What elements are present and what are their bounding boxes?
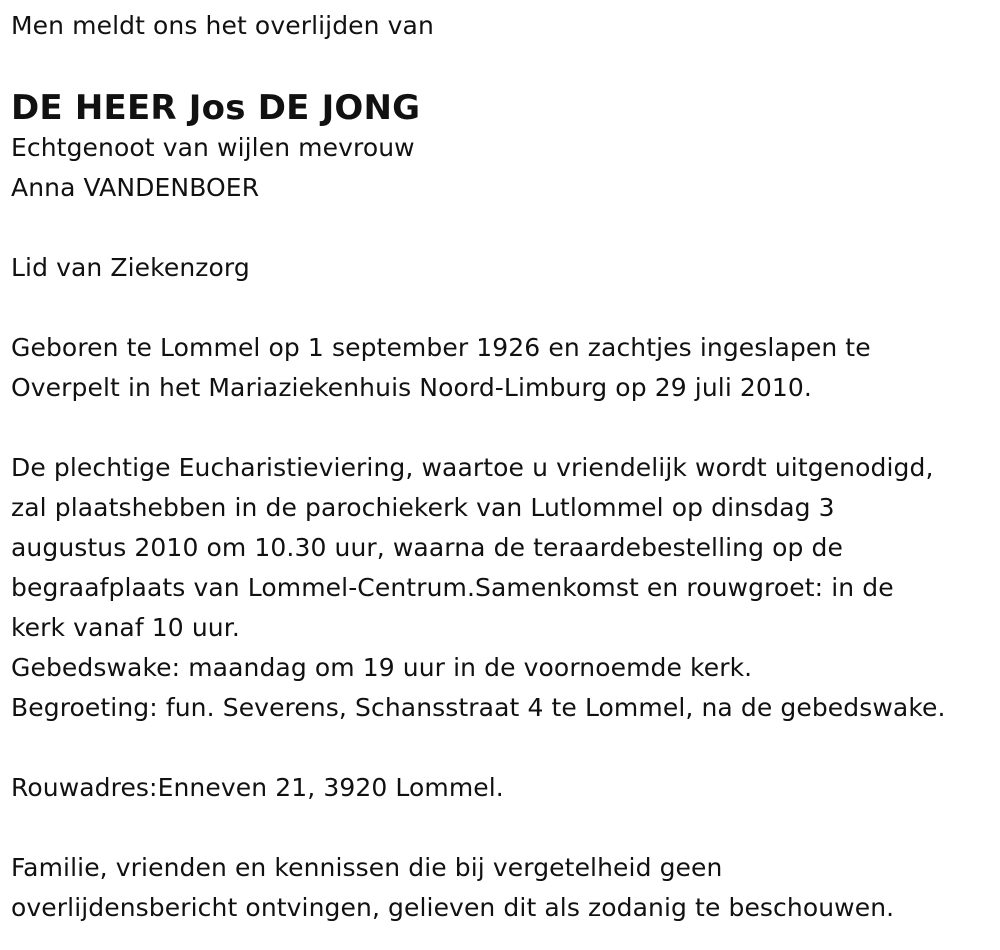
ceremony-line-3: augustus 2010 om 10.30 uur, waarna de teraardebestelling op de xyxy=(11,533,844,562)
closing-line-1: Familie, vrienden en kennissen die bij vergetelheid geen xyxy=(11,853,723,882)
ceremony-line-1: De plechtige Eucharistieviering, waartoe u vriendelijk wordt uitgenodigd, xyxy=(11,453,934,482)
obituary-notice xyxy=(11,6,993,928)
spouse-line-1: Echtgenoot van wijlen mevrouw xyxy=(11,133,415,162)
ceremony-line-5: kerk vanaf 10 uur. xyxy=(11,613,240,642)
intro-text: Men meldt ons het overlijden van xyxy=(11,11,434,40)
birth-death-line-2: Overpelt in het Mariaziekenhuis Noord-Limburg op 29 juli 2010. xyxy=(11,373,812,402)
wake-line: Gebedswake: maandag om 19 uur in de voornoemde kerk. xyxy=(11,653,753,682)
spacer xyxy=(11,208,993,248)
closing-line-2: overlijdensbericht ontvingen, gelieven dit als zodanig te beschouwen. xyxy=(11,893,895,922)
ceremony-line-2: zal plaatshebben in de parochiekerk van Lutlommel op dinsdag 3 xyxy=(11,493,835,522)
spacer xyxy=(11,728,993,768)
deceased-name: DE HEER Jos DE JONG xyxy=(11,88,421,128)
spacer xyxy=(11,288,993,328)
birth-death-line-1: Geboren te Lommel op 1 september 1926 en zachtjes ingeslapen te xyxy=(11,333,871,362)
spacer xyxy=(11,408,993,448)
spacer xyxy=(11,808,993,848)
ceremony-line-4: begraafplaats van Lommel-Centrum.Samenkomst en rouwgroet: in de xyxy=(11,573,894,602)
mourning-address: Rouwadres:Enneven 21, 3920 Lommel. xyxy=(11,773,504,802)
greeting-line: Begroeting: fun. Severens, Schansstraat 4 te Lommel, na de gebedswake. xyxy=(11,693,946,722)
spouse-line-2: Anna VANDENBOER xyxy=(11,173,260,202)
membership-text: Lid van Ziekenzorg xyxy=(11,253,250,282)
